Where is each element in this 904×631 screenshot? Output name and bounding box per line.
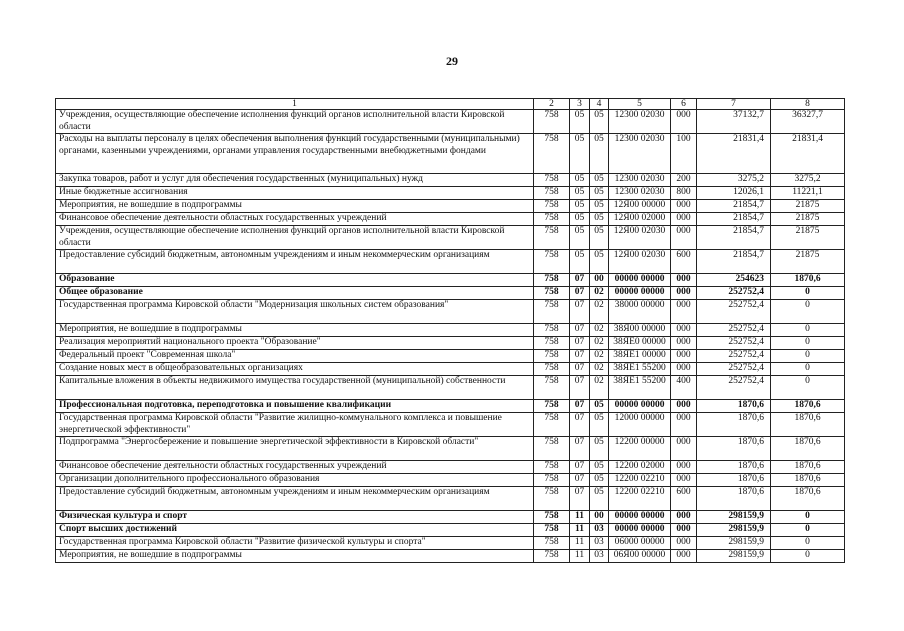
amount-cell: 12026,1 (697, 187, 771, 200)
amount-cell: 21875 (771, 213, 845, 226)
target-article-cell: 00000 00000 (609, 400, 671, 413)
admin-code-cell: 758 (534, 413, 570, 437)
target-article-cell: 00000 00000 (609, 287, 671, 300)
table-row (56, 300, 845, 324)
expense-type-cell: 000 (671, 350, 697, 363)
amount-cell: 0 (771, 350, 845, 363)
table-row (56, 487, 845, 511)
amount-cell: 252752,4 (697, 350, 771, 363)
target-article-cell: 38ЯЕ1 55200 (609, 363, 671, 376)
admin-code-cell: 758 (534, 337, 570, 350)
item-name-cell: Финансовое обеспечение деятельности областных государственных учреждений (56, 213, 534, 226)
amount-cell: 21854,7 (697, 226, 771, 250)
subsection-cell: 02 (590, 324, 609, 337)
item-name-cell: Реализация мероприятий национального проекта "Образование" (56, 337, 534, 350)
admin-code-cell: 758 (534, 474, 570, 487)
admin-code-cell: 758 (534, 437, 570, 461)
table-row (56, 337, 845, 350)
subsection-cell: 05 (590, 474, 609, 487)
subsection-cell: 03 (590, 550, 609, 563)
amount-cell: 252752,4 (697, 337, 771, 350)
expense-type-cell: 000 (671, 226, 697, 250)
table-row (56, 474, 845, 487)
amount-cell: 0 (771, 363, 845, 376)
subsection-cell: 05 (590, 187, 609, 200)
amount-cell: 298159,9 (697, 550, 771, 563)
expense-type-cell: 000 (671, 550, 697, 563)
admin-code-cell: 758 (534, 174, 570, 187)
expense-type-cell: 000 (671, 511, 697, 524)
amount-cell: 21831,4 (697, 134, 771, 174)
subsection-cell: 05 (590, 400, 609, 413)
expense-type-cell: 000 (671, 213, 697, 226)
amount-cell: 3275,2 (771, 174, 845, 187)
amount-cell: 252752,4 (697, 363, 771, 376)
subsection-cell: 03 (590, 524, 609, 537)
expense-type-cell: 800 (671, 187, 697, 200)
subsection-cell: 02 (590, 363, 609, 376)
amount-cell: 21875 (771, 250, 845, 274)
table-row (56, 400, 845, 413)
header-cell: 2 (534, 99, 570, 110)
expense-type-cell: 000 (671, 274, 697, 287)
amount-cell: 21854,7 (697, 213, 771, 226)
section-cell: 11 (570, 550, 590, 563)
admin-code-cell: 758 (534, 250, 570, 274)
admin-code-cell: 758 (534, 363, 570, 376)
item-name-cell: Иные бюджетные ассигнования (56, 187, 534, 200)
amount-cell: 1870,6 (771, 487, 845, 511)
item-name-cell: Расходы на выплаты персоналу в целях обеспечения выполнения функций государственными (муниципальными) органами, казенными учреждениями, органами управления государственными внебюджетными фондами (56, 134, 534, 174)
admin-code-cell: 758 (534, 226, 570, 250)
target-article-cell: 12300 02030 (609, 134, 671, 174)
section-cell: 07 (570, 363, 590, 376)
amount-cell: 252752,4 (697, 300, 771, 324)
item-name-cell: Мероприятия, не вошедшие в подпрограммы (56, 324, 534, 337)
item-name-cell: Государственная программа Кировской области "Развитие физической культуры и спорта" (56, 537, 534, 550)
amount-cell: 0 (771, 324, 845, 337)
subsection-cell: 05 (590, 250, 609, 274)
section-cell: 05 (570, 226, 590, 250)
subsection-cell: 05 (590, 134, 609, 174)
target-article-cell: 12Я00 02030 (609, 250, 671, 274)
item-name-cell: Общее образование (56, 287, 534, 300)
target-article-cell: 12300 02030 (609, 110, 671, 134)
budget-table (55, 98, 845, 563)
item-name-cell: Организации дополнительного профессионального образования (56, 474, 534, 487)
table-row (56, 187, 845, 200)
amount-cell: 21831,4 (771, 134, 845, 174)
admin-code-cell: 758 (534, 524, 570, 537)
amount-cell: 298159,9 (697, 511, 771, 524)
item-name-cell: Государственная программа Кировской области "Развитие жилищно-коммунального комплекса и повышение энергетической эффективности" (56, 413, 534, 437)
admin-code-cell: 758 (534, 550, 570, 563)
amount-cell: 3275,2 (697, 174, 771, 187)
admin-code-cell: 758 (534, 300, 570, 324)
table-row (56, 134, 845, 174)
subsection-cell: 02 (590, 300, 609, 324)
table-row (56, 213, 845, 226)
table-row (56, 511, 845, 524)
item-name-cell: Государственная программа Кировской области "Модернизация школьных систем образования" (56, 300, 534, 324)
amount-cell: 1870,6 (771, 474, 845, 487)
admin-code-cell: 758 (534, 461, 570, 474)
amount-cell: 11221,1 (771, 187, 845, 200)
header-cell: 8 (771, 99, 845, 110)
amount-cell: 36327,7 (771, 110, 845, 134)
target-article-cell: 38ЯЕ1 55200 (609, 376, 671, 400)
subsection-cell: 05 (590, 487, 609, 511)
amount-cell: 1870,6 (697, 413, 771, 437)
expense-type-cell: 000 (671, 287, 697, 300)
amount-cell: 21875 (771, 200, 845, 213)
expense-type-cell: 000 (671, 337, 697, 350)
amount-cell: 37132,7 (697, 110, 771, 134)
table-row (56, 524, 845, 537)
admin-code-cell: 758 (534, 187, 570, 200)
amount-cell: 252752,4 (697, 287, 771, 300)
table-row (56, 413, 845, 437)
item-name-cell: Мероприятия, не вошедшие в подпрограммы (56, 550, 534, 563)
subsection-cell: 05 (590, 110, 609, 134)
header-cell: 3 (570, 99, 590, 110)
item-name-cell: Учреждения, осуществляющие обеспечение исполнения функций органов исполнительной власти Кировской области (56, 110, 534, 134)
admin-code-cell: 758 (534, 287, 570, 300)
table-row (56, 110, 845, 134)
target-article-cell: 12Я00 02030 (609, 226, 671, 250)
header-cell: 6 (671, 99, 697, 110)
table-row (56, 274, 845, 287)
table-row (56, 350, 845, 363)
section-cell: 07 (570, 376, 590, 400)
admin-code-cell: 758 (534, 350, 570, 363)
subsection-cell: 02 (590, 350, 609, 363)
target-article-cell: 12200 02210 (609, 474, 671, 487)
table-row (56, 376, 845, 400)
item-name-cell: Мероприятия, не вошедшие в подпрограммы (56, 200, 534, 213)
amount-cell: 1870,6 (697, 487, 771, 511)
amount-cell: 0 (771, 300, 845, 324)
amount-cell: 1870,6 (771, 437, 845, 461)
target-article-cell: 12200 02210 (609, 487, 671, 511)
amount-cell: 0 (771, 524, 845, 537)
section-cell: 11 (570, 524, 590, 537)
amount-cell: 1870,6 (697, 474, 771, 487)
amount-cell: 298159,9 (697, 524, 771, 537)
amount-cell: 252752,4 (697, 376, 771, 400)
section-cell: 07 (570, 324, 590, 337)
section-cell: 07 (570, 287, 590, 300)
subsection-cell: 05 (590, 413, 609, 437)
table-row (56, 324, 845, 337)
target-article-cell: 00000 00000 (609, 274, 671, 287)
expense-type-cell: 000 (671, 524, 697, 537)
target-article-cell: 38ЯЕ0 00000 (609, 337, 671, 350)
amount-cell: 1870,6 (697, 400, 771, 413)
admin-code-cell: 758 (534, 537, 570, 550)
amount-cell: 21875 (771, 226, 845, 250)
target-article-cell: 12300 02030 (609, 187, 671, 200)
section-cell: 05 (570, 250, 590, 274)
expense-type-cell: 400 (671, 376, 697, 400)
target-article-cell: 38ЯЕ1 00000 (609, 350, 671, 363)
admin-code-cell: 758 (534, 274, 570, 287)
target-article-cell: 38Я00 00000 (609, 324, 671, 337)
target-article-cell: 12Я00 02000 (609, 213, 671, 226)
admin-code-cell: 758 (534, 200, 570, 213)
table-row (56, 363, 845, 376)
target-article-cell: 00000 00000 (609, 524, 671, 537)
item-name-cell: Физическая культура и спорт (56, 511, 534, 524)
expense-type-cell: 000 (671, 300, 697, 324)
amount-cell: 21854,7 (697, 250, 771, 274)
section-cell: 07 (570, 437, 590, 461)
target-article-cell: 06Я00 00000 (609, 550, 671, 563)
amount-cell: 0 (771, 287, 845, 300)
target-article-cell: 12Я00 00000 (609, 200, 671, 213)
expense-type-cell: 200 (671, 174, 697, 187)
subsection-cell: 05 (590, 437, 609, 461)
section-cell: 05 (570, 213, 590, 226)
expense-type-cell: 000 (671, 437, 697, 461)
amount-cell: 254623 (697, 274, 771, 287)
section-cell: 05 (570, 174, 590, 187)
header-cell: 4 (590, 99, 609, 110)
admin-code-cell: 758 (534, 511, 570, 524)
amount-cell: 252752,4 (697, 324, 771, 337)
subsection-cell: 00 (590, 274, 609, 287)
subsection-cell: 05 (590, 461, 609, 474)
subsection-cell: 05 (590, 174, 609, 187)
target-article-cell: 12300 02030 (609, 174, 671, 187)
expense-type-cell: 000 (671, 400, 697, 413)
section-cell: 07 (570, 274, 590, 287)
table-row (56, 537, 845, 550)
header-cell: 5 (609, 99, 671, 110)
amount-cell: 1870,6 (771, 400, 845, 413)
table-row (56, 174, 845, 187)
subsection-cell: 02 (590, 287, 609, 300)
target-article-cell: 00000 00000 (609, 511, 671, 524)
item-name-cell: Финансовое обеспечение деятельности областных государственных учреждений (56, 461, 534, 474)
admin-code-cell: 758 (534, 134, 570, 174)
item-name-cell: Капитальные вложения в объекты недвижимого имущества государственной (муниципальной) собственности (56, 376, 534, 400)
subsection-cell: 05 (590, 226, 609, 250)
admin-code-cell: 758 (534, 487, 570, 511)
expense-type-cell: 000 (671, 461, 697, 474)
expense-type-cell: 100 (671, 134, 697, 174)
subsection-cell: 03 (590, 537, 609, 550)
section-cell: 05 (570, 134, 590, 174)
table-row (56, 200, 845, 213)
item-name-cell: Подпрограмма "Энергосбережение и повышение энергетической эффективности в Кировской области" (56, 437, 534, 461)
section-cell: 05 (570, 200, 590, 213)
admin-code-cell: 758 (534, 110, 570, 134)
expense-type-cell: 000 (671, 200, 697, 213)
subsection-cell: 02 (590, 376, 609, 400)
header-cell: 1 (56, 99, 534, 110)
admin-code-cell: 758 (534, 400, 570, 413)
item-name-cell: Профессиональная подготовка, переподготовка и повышение квалификации (56, 400, 534, 413)
target-article-cell: 06000 00000 (609, 537, 671, 550)
item-name-cell: Спорт высших достижений (56, 524, 534, 537)
item-name-cell: Образование (56, 274, 534, 287)
amount-cell: 21854,7 (697, 200, 771, 213)
section-cell: 07 (570, 337, 590, 350)
table-row (56, 287, 845, 300)
expense-type-cell: 000 (671, 324, 697, 337)
expense-type-cell: 000 (671, 537, 697, 550)
target-article-cell: 38000 00000 (609, 300, 671, 324)
target-article-cell: 12200 02000 (609, 461, 671, 474)
item-name-cell: Учреждения, осуществляющие обеспечение исполнения функций органов исполнительной власти Кировской области (56, 226, 534, 250)
item-name-cell: Предоставление субсидий бюджетным, автономным учреждениям и иным некоммерческим организациям (56, 250, 534, 274)
table-row (56, 250, 845, 274)
amount-cell: 0 (771, 550, 845, 563)
amount-cell: 1870,6 (771, 274, 845, 287)
expense-type-cell: 000 (671, 474, 697, 487)
target-article-cell: 12200 00000 (609, 437, 671, 461)
expense-type-cell: 000 (671, 413, 697, 437)
section-cell: 05 (570, 187, 590, 200)
subsection-cell: 05 (590, 213, 609, 226)
table-row (56, 226, 845, 250)
amount-cell: 0 (771, 337, 845, 350)
amount-cell: 0 (771, 511, 845, 524)
page-number: 29 (446, 54, 458, 68)
expense-type-cell: 600 (671, 250, 697, 274)
amount-cell: 298159,9 (697, 537, 771, 550)
table-row (56, 461, 845, 474)
header-cell: 7 (697, 99, 771, 110)
section-cell: 07 (570, 474, 590, 487)
admin-code-cell: 758 (534, 324, 570, 337)
amount-cell: 0 (771, 537, 845, 550)
subsection-cell: 00 (590, 511, 609, 524)
table-row (56, 550, 845, 563)
expense-type-cell: 000 (671, 110, 697, 134)
amount-cell: 1870,6 (771, 461, 845, 474)
admin-code-cell: 758 (534, 213, 570, 226)
expense-type-cell: 000 (671, 363, 697, 376)
admin-code-cell: 758 (534, 376, 570, 400)
table-body (56, 99, 845, 563)
item-name-cell: Создание новых мест в общеобразовательных организациях (56, 363, 534, 376)
amount-cell: 0 (771, 376, 845, 400)
section-cell: 05 (570, 110, 590, 134)
amount-cell: 1870,6 (771, 413, 845, 437)
subsection-cell: 05 (590, 200, 609, 213)
amount-cell: 1870,6 (697, 437, 771, 461)
section-cell: 07 (570, 300, 590, 324)
item-name-cell: Закупка товаров, работ и услуг для обеспечения государственных (муниципальных) нужд (56, 174, 534, 187)
table-header-row (56, 99, 845, 110)
section-cell: 07 (570, 350, 590, 363)
target-article-cell: 12000 00000 (609, 413, 671, 437)
section-cell: 07 (570, 461, 590, 474)
section-cell: 07 (570, 413, 590, 437)
amount-cell: 1870,6 (697, 461, 771, 474)
section-cell: 11 (570, 511, 590, 524)
expense-type-cell: 600 (671, 487, 697, 511)
subsection-cell: 02 (590, 337, 609, 350)
section-cell: 07 (570, 400, 590, 413)
section-cell: 07 (570, 487, 590, 511)
section-cell: 11 (570, 537, 590, 550)
item-name-cell: Федеральный проект "Современная школа" (56, 350, 534, 363)
table-row (56, 437, 845, 461)
item-name-cell: Предоставление субсидий бюджетным, автономным учреждениям и иным некоммерческим организациям (56, 487, 534, 511)
